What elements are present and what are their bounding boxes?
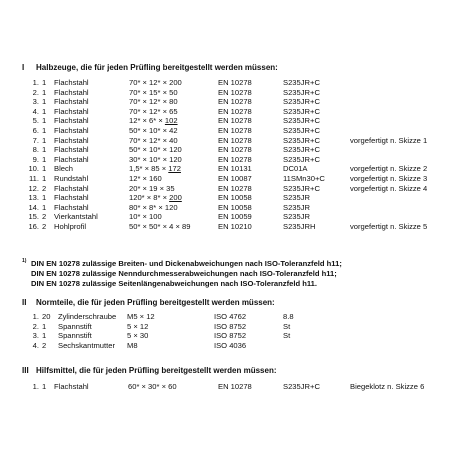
row-material: S235JR+C	[283, 97, 320, 107]
row-dimensions	[129, 194, 182, 202]
row-dimensions-underlined: 172	[168, 164, 181, 174]
footnote-text: DIN EN 10278 zulässige Nenndurchmesserabweichungen nach ISO-Toleranzfeld h11;	[31, 269, 337, 278]
section-2-number: II	[22, 298, 27, 307]
row-name: Flachstahl	[54, 145, 89, 155]
row-material: S235JR	[283, 202, 311, 212]
row-number: 1.	[32, 78, 39, 87]
row-norm: EN 10278	[218, 97, 252, 107]
row-dimensions: 70* × 12* × 80	[129, 97, 178, 107]
row-quantity: 1	[42, 154, 47, 164]
row-name: Spannstift	[58, 321, 92, 331]
row-material: S235JR+C	[283, 183, 320, 193]
row-norm: EN 10278	[218, 78, 252, 87]
row-norm: ISO 4036	[214, 340, 247, 350]
row-name: Zylinderschraube	[58, 312, 117, 321]
section-1-table	[0, 79, 458, 233]
row-quantity: 1	[42, 164, 47, 174]
row-number: 9.	[32, 154, 39, 164]
row-dimensions: 10* × 100	[129, 212, 162, 222]
section-1-heading	[22, 64, 278, 72]
row-dimensions: 70* × 15* × 50	[129, 87, 178, 97]
row-name: Flachstahl	[54, 116, 89, 126]
row-name: Sechskantmutter	[58, 340, 115, 350]
row-number: 8.	[32, 145, 39, 155]
footnote-text: DIN EN 10278 zulässige Breiten- und Dickenabweichungen nach ISO-Toleranzfeld h11;	[31, 259, 342, 268]
row-note: Biegeklotz n. Skizze 6	[350, 382, 425, 391]
row-norm: EN 10278	[218, 145, 252, 155]
row-number: 7.	[32, 135, 39, 145]
row-dimensions: 70* × 12* × 200	[129, 78, 182, 87]
row-dimensions: 5 × 30	[127, 331, 149, 341]
row-quantity: 1	[42, 106, 47, 116]
row-number: 3.	[32, 331, 39, 341]
row-quantity: 1	[42, 87, 47, 97]
row-number: 16.	[28, 221, 39, 231]
row-number: 13.	[28, 193, 39, 203]
row-material: S235JR	[283, 193, 311, 203]
row-norm: EN 10087	[218, 173, 252, 183]
section-1-number: I	[22, 63, 25, 72]
row-material: 8.8	[283, 312, 294, 321]
row-number: 1.	[32, 382, 39, 391]
row-quantity: 1	[42, 116, 47, 126]
row-dimensions: 50* × 10* × 120	[129, 145, 182, 155]
row-number: 2.	[32, 87, 39, 97]
row-norm: EN 10058	[218, 193, 252, 203]
row-note: vorgefertigt n. Skizze 1	[350, 135, 428, 145]
row-dimensions: 50* × 50* × 4 × 89	[129, 221, 191, 231]
row-dimensions: M8	[127, 340, 138, 350]
row-material: S235JRH	[283, 221, 316, 231]
row-norm: EN 10059	[218, 212, 252, 222]
row-number: 10.	[28, 164, 39, 174]
row-quantity: 2	[42, 183, 47, 193]
row-dimensions: 30* × 10* × 120	[129, 154, 182, 164]
row-quantity: 2	[42, 340, 47, 350]
row-norm: EN 10210	[218, 221, 252, 231]
row-note: vorgefertigt n. Skizze 5	[350, 221, 428, 231]
row-norm: ISO 4762	[214, 312, 247, 321]
row-number: 14.	[28, 202, 39, 212]
row-material: S235JR	[283, 212, 311, 222]
row-norm: EN 10278	[218, 382, 252, 391]
section-3-title: Hilfsmittel, die für jeden Prüfling bereitgestellt werden müssen:	[36, 366, 277, 375]
row-name: Hohlprofil	[54, 221, 87, 231]
row-dimensions	[129, 117, 178, 125]
row-norm: EN 10278	[218, 125, 252, 135]
row-quantity: 1	[42, 78, 47, 87]
table-row	[0, 223, 458, 233]
row-quantity: 20	[42, 312, 51, 321]
row-dimensions	[129, 165, 181, 173]
row-number: 15.	[28, 212, 39, 222]
section-2-title: Normteile, die für jeden Prüfling bereitgestellt werden müssen:	[36, 298, 275, 307]
row-number: 2.	[32, 321, 39, 331]
row-name: Rundstahl	[54, 173, 89, 183]
row-material: St	[283, 321, 291, 331]
row-name: Vierkantstahl	[54, 212, 98, 222]
row-quantity: 1	[42, 145, 47, 155]
row-material: S235JR+C	[283, 116, 320, 126]
row-norm: EN 10278	[218, 154, 252, 164]
row-quantity: 1	[42, 202, 47, 212]
row-dimensions-text: 1,5* × 85 ×	[129, 164, 169, 174]
row-note: vorgefertigt n. Skizze 2	[350, 164, 428, 174]
row-material: S235JR+C	[283, 87, 320, 97]
row-name: Flachstahl	[54, 382, 89, 391]
row-material: S235JR+C	[283, 125, 320, 135]
row-material: S235JR+C	[283, 145, 320, 155]
row-quantity: 2	[42, 221, 47, 231]
section-2-heading	[22, 299, 275, 307]
row-number: 11.	[29, 173, 39, 183]
row-quantity: 1	[42, 193, 47, 203]
row-material: S235JR+C	[283, 106, 320, 116]
row-number: 6.	[32, 125, 39, 135]
row-note: vorgefertigt n. Skizze 3	[350, 173, 428, 183]
row-dimensions: 12* × 160	[129, 173, 162, 183]
row-dimensions: 50* × 10* × 42	[129, 125, 178, 135]
row-name: Flachstahl	[54, 193, 89, 203]
row-material: S235JR+C	[283, 154, 320, 164]
row-name: Flachstahl	[54, 135, 89, 145]
row-material: S235JR+C	[283, 135, 320, 145]
row-quantity: 1	[42, 125, 47, 135]
row-material: S235JR+C	[283, 78, 320, 87]
row-name: Flachstahl	[54, 87, 89, 97]
row-quantity: 1	[42, 97, 47, 107]
row-material: St	[283, 331, 291, 341]
row-dimensions: 20* × 19 × 35	[129, 183, 175, 193]
row-dimensions: M5 × 12	[127, 312, 155, 321]
row-number: 3.	[32, 97, 39, 107]
row-dimensions: 60* × 30* × 60	[128, 382, 177, 391]
row-name: Flachstahl	[54, 106, 89, 116]
row-norm: EN 10058	[218, 202, 252, 212]
row-name: Flachstahl	[54, 125, 89, 135]
section-3-number: III	[22, 366, 29, 375]
row-norm: ISO 8752	[214, 331, 247, 341]
section-1-title: Halbzeuge, die für jeden Prüfling bereitgestellt werden müssen:	[36, 63, 278, 72]
row-dimensions-underlined: 102	[164, 116, 178, 126]
row-number: 4.	[32, 340, 39, 350]
row-material: S235JR+C	[283, 382, 320, 391]
section-3-heading	[22, 367, 277, 375]
row-norm: ISO 8752	[214, 321, 247, 331]
row-material: DC01A	[283, 164, 308, 174]
row-name: Flachstahl	[54, 154, 89, 164]
row-number: 5.	[32, 116, 39, 126]
row-name: Flachstahl	[54, 78, 89, 87]
row-number: 4.	[32, 106, 39, 116]
table-row	[0, 342, 458, 352]
row-quantity: 1	[42, 135, 47, 145]
row-number: 1.	[32, 312, 39, 321]
table-row	[0, 383, 458, 393]
row-dimensions: 80* × 8* × 120	[129, 202, 178, 212]
footnote-mark: 1)	[22, 258, 27, 264]
row-quantity: 1	[42, 331, 47, 341]
row-name: Flachstahl	[54, 202, 89, 212]
footnote-text: DIN EN 10278 zulässige Seitenlängenabweichungen nach ISO-Toleranzfeld h11.	[31, 279, 317, 288]
row-norm: EN 10278	[218, 135, 252, 145]
row-quantity: 1	[42, 382, 47, 391]
row-quantity: 2	[42, 212, 47, 222]
section-2-table	[0, 313, 458, 351]
row-quantity: 1	[42, 321, 47, 331]
row-norm: EN 10278	[218, 183, 252, 193]
row-dimensions: 5 × 12	[127, 321, 149, 331]
row-dimensions: 70* × 12* × 65	[129, 106, 178, 116]
row-name: Blech	[54, 164, 73, 174]
row-name: Flachstahl	[54, 183, 89, 193]
row-norm: EN 10131	[218, 164, 252, 174]
section-3-table	[0, 383, 458, 393]
row-quantity: 1	[42, 173, 47, 183]
row-dimensions: 70* × 12* × 40	[129, 135, 178, 145]
row-dimensions-text: 120* × 8* ×	[129, 193, 170, 203]
row-norm: EN 10278	[218, 87, 252, 97]
row-dimensions-underlined: 200	[169, 193, 182, 203]
row-name: Spannstift	[58, 331, 92, 341]
row-name: Flachstahl	[54, 97, 89, 107]
row-norm: EN 10278	[218, 116, 252, 126]
row-norm: EN 10278	[218, 106, 252, 116]
row-number: 12.	[28, 183, 39, 193]
row-note: vorgefertigt n. Skizze 4	[350, 183, 428, 193]
row-material: 11SMn30+C	[283, 173, 325, 183]
row-dimensions-text: 12* × 6* ×	[129, 116, 165, 126]
